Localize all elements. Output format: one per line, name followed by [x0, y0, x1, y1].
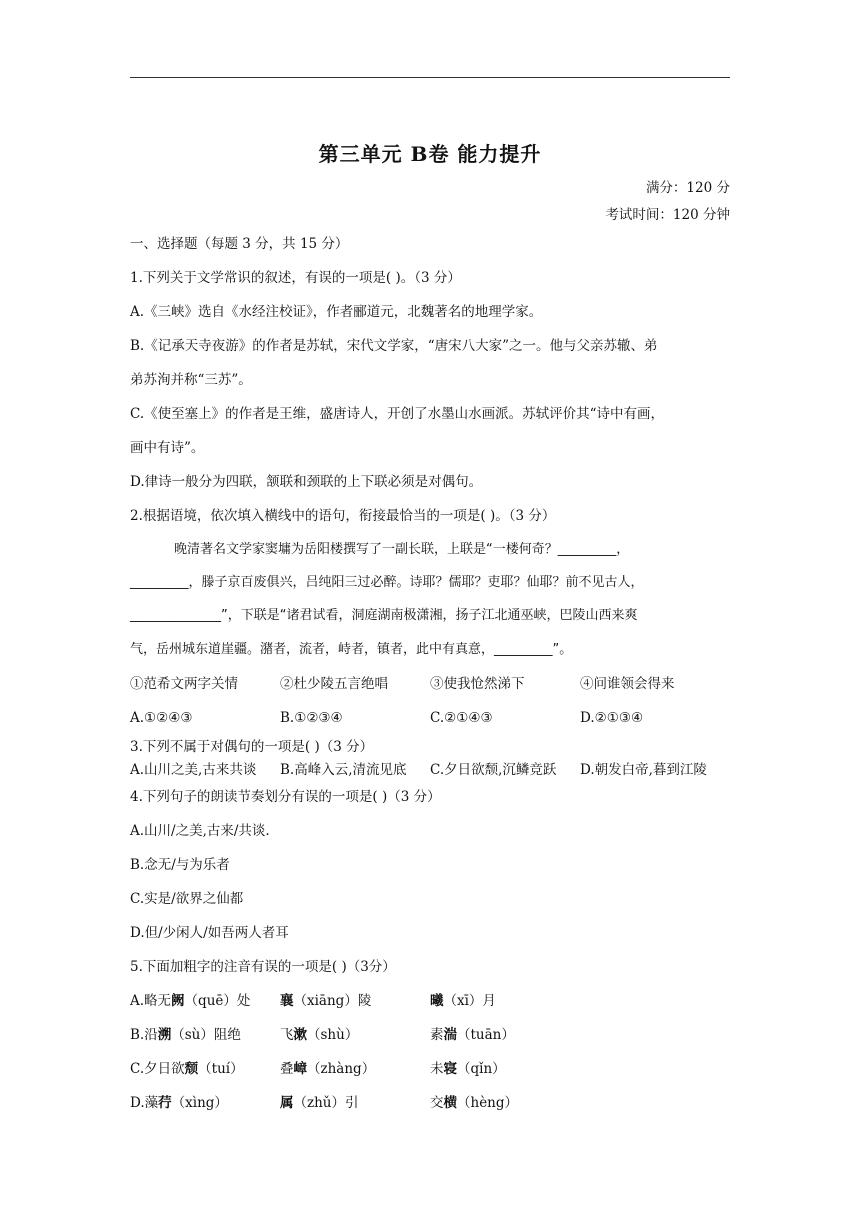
q5-row-d-col3: 交横（hèng） [430, 1095, 519, 1111]
q1-option-b-line1: B.《记承天寺夜游》的作者是苏轼，宋代文学家，“唐宋八大家”之一。他与父亲苏辙、弟 [130, 338, 658, 354]
q3-option-a: A.山川之美,古来共谈 [130, 762, 257, 778]
q5-row-a-col2: 襄（xiāng）陵 [280, 993, 372, 1009]
q2-passage-line3: ______________”，下联是“诸君试看，洞庭湖南极潇湘，扬子江北通巫峡，巴陵山西来爽 [130, 608, 638, 623]
q5-row-d-col1: D.藻荇（xìng） [130, 1095, 228, 1111]
q5-row-c-col1: C.夕日欲颓（tuí） [130, 1061, 244, 1077]
q2-passage-line1: 晚清著名文学家窦墉为岳阳楼撰写了一副长联，上联是“一楼何奇？_________， [174, 542, 630, 557]
q2-option-a: A.①②④③ [130, 710, 193, 726]
q2-option-d: D.②①③④ [580, 710, 644, 726]
q2-item-1: ①范希文两字关情 [130, 676, 238, 692]
q2-option-b: B.①②③④ [280, 710, 343, 726]
q5-row-a-col1: A.略无阙（quē）处 [130, 993, 251, 1009]
q2-item-2: ②杜少陵五言绝唱 [280, 676, 388, 692]
q2-option-c: C.②①④③ [430, 710, 493, 726]
q1-option-d: D.律诗一般分为四联，颔联和颈联的上下联必须是对偶句。 [130, 474, 483, 490]
q2-passage-line4: 气，岳州城东道崖疆。潴者，流者，峙者，镇者，此中有真意，_________”。 [130, 642, 573, 657]
exam-time: 考试时间：120 分钟 [605, 207, 730, 223]
page-title: 第三单元 B卷 能力提升 [318, 142, 542, 166]
q2-stem: 2.根据语境，依次填入横线中的语句，衔接最恰当的一项是( )。（3 分） [130, 508, 556, 524]
q2-item-3: ③使我怆然涕下 [430, 676, 525, 692]
q5-row-b-col2: 飞漱（shù） [280, 1027, 359, 1043]
q3-option-b: B.高峰入云,清流见底 [280, 762, 407, 778]
q4-option-a: A.山川/之美,古来/共谈. [130, 823, 270, 839]
q5-row-b-col3: 素湍（tuān） [430, 1027, 515, 1043]
q5-row-c-col2: 叠嶂（zhàng） [280, 1061, 376, 1077]
q5-row-b-col1: B.沿溯（sù）阻绝 [130, 1027, 241, 1043]
q4-option-c: C.实是/欲界之仙都 [130, 891, 244, 907]
q3-option-d: D.朝发白帝,暮到江陵 [580, 762, 707, 778]
q5-row-a-col3: 曦（xī）月 [430, 993, 496, 1009]
q1-option-a: A.《三峡》选自《水经注校证》，作者郦道元，北魏著名的地理学家。 [130, 304, 543, 320]
q4-stem: 4.下列句子的朗读节奏划分有误的一项是( )（3 分） [130, 789, 441, 805]
q3-option-c: C.夕日欲颓,沉鳞竞跃 [430, 762, 557, 778]
q5-stem: 5.下面加粗字的注音有误的一项是( )（3分） [130, 959, 396, 975]
full-score: 满分：120 分 [645, 180, 730, 196]
q4-option-d: D.但/少闲人/如吾两人者耳 [130, 925, 289, 941]
q2-passage-line2: _________，滕子京百废俱兴，吕纯阳三过必醉。诗耶？儒耶？吏耶？仙耶？前不见古人， [130, 575, 644, 590]
q1-option-c-line2: 画中有诗”。 [130, 440, 205, 456]
q5-row-d-col2: 属（zhǔ）引 [280, 1095, 359, 1111]
q4-option-b: B.念无/与为乐者 [130, 857, 230, 873]
section-heading: 一、选择题（每题 3 分，共 15 分） [130, 236, 349, 252]
q3-stem: 3.下列不属于对偶句的一项是( )（3 分） [130, 739, 374, 755]
q1-option-c-line1: C.《使至塞上》的作者是王维，盛唐诗人，开创了水墨山水画派。苏轼评价其“诗中有画， [130, 406, 665, 422]
header-rule [130, 77, 730, 78]
q2-item-4: ④问谁领会得来 [580, 676, 675, 692]
q1-option-b-line2: 弟苏洵并称“三苏”。 [130, 372, 252, 388]
q1-stem: 1.下列关于文学常识的叙述，有误的一项是( )。（3 分） [130, 270, 461, 286]
q5-row-c-col3: 未寝（qǐn） [430, 1061, 506, 1077]
